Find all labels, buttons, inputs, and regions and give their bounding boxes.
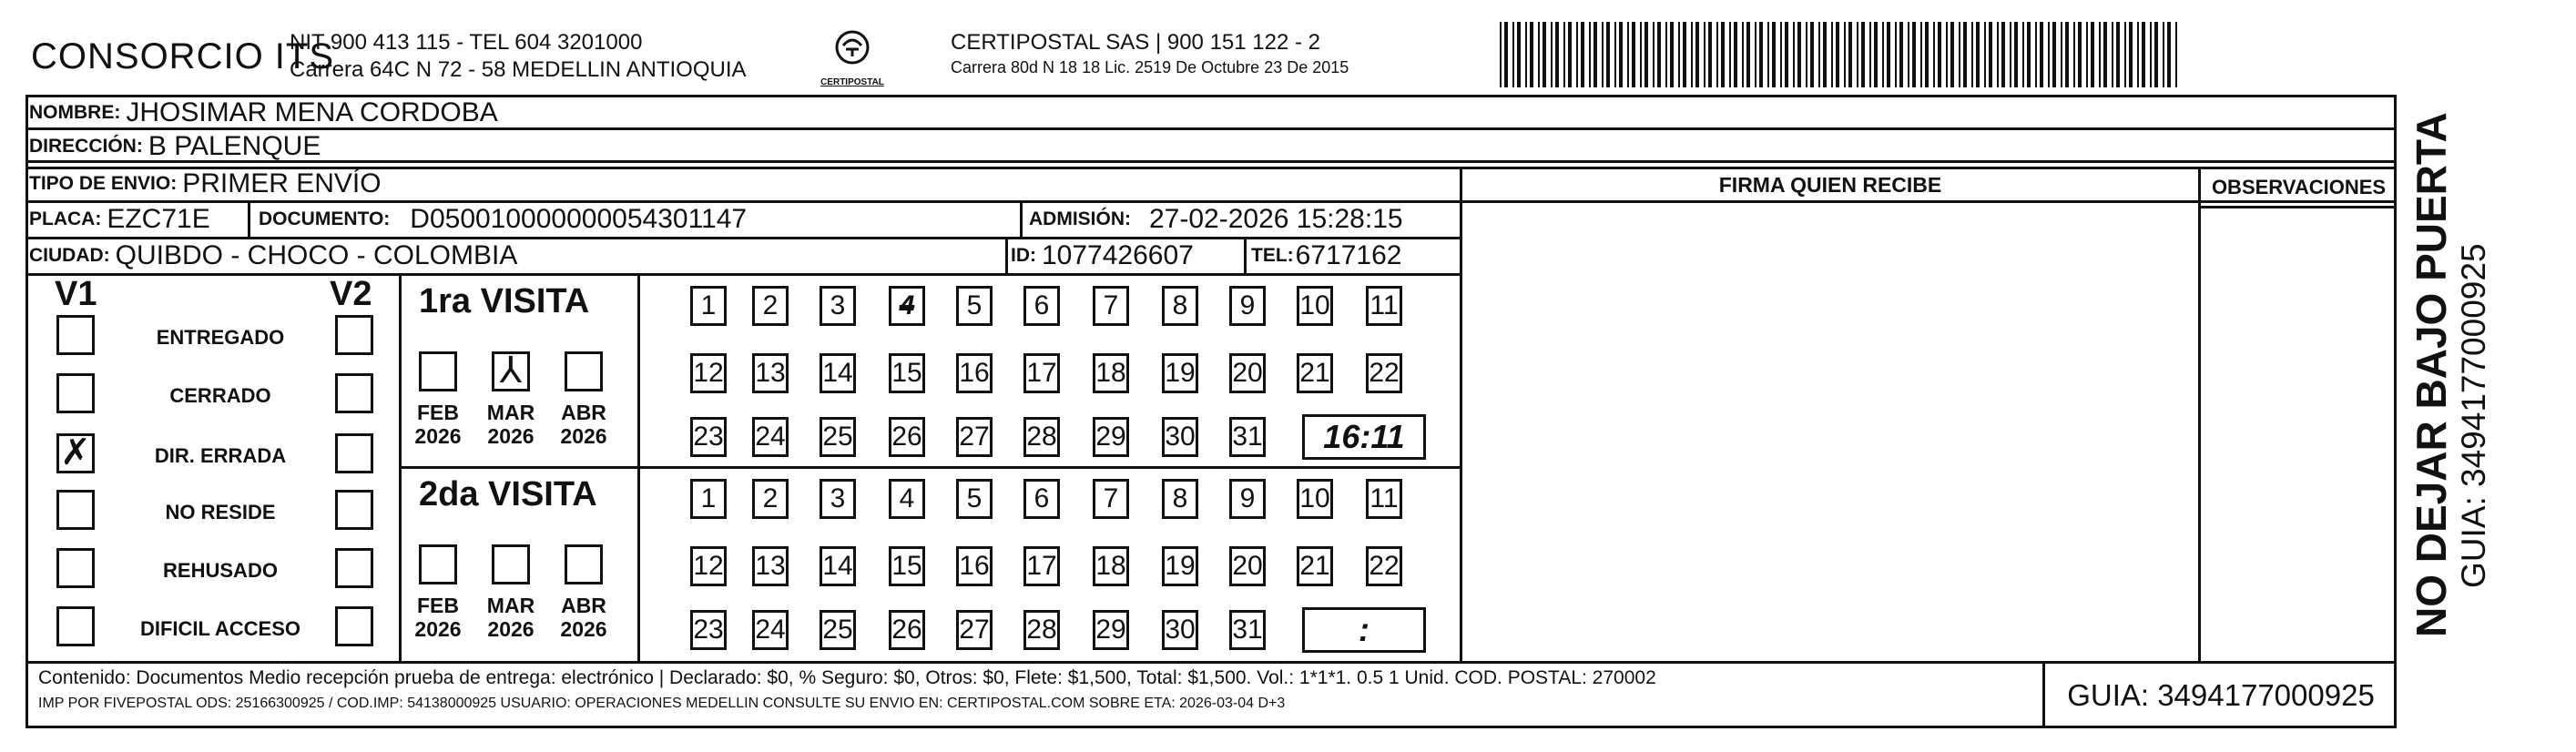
barcode-bar	[1861, 22, 1865, 87]
tipo-row	[29, 168, 382, 200]
day-box[interactable]: 13	[752, 546, 789, 586]
barcode-bar	[2154, 22, 2158, 87]
placa-row	[29, 202, 210, 237]
nombre-label: NOMBRE:	[29, 102, 121, 123]
admision-value: 27-02-2026 15:28:15	[1149, 204, 1403, 234]
day-box[interactable]: 17	[1023, 353, 1060, 393]
placa-value: EZC71E	[107, 204, 210, 234]
day-box[interactable]: 6	[1023, 479, 1060, 519]
footer-guia: GUIA: 3494177000925	[2067, 678, 2375, 712]
id-label: ID:	[1011, 245, 1036, 266]
barcode-bar	[1695, 22, 1699, 87]
barcode-bar	[1797, 22, 1801, 87]
barcode-bar	[1818, 22, 1820, 87]
barcode-bar	[2150, 22, 2152, 87]
barcode-bar	[1581, 22, 1584, 87]
day-box[interactable]: 7	[1093, 286, 1129, 326]
day-box[interactable]: 27	[956, 610, 993, 650]
day-box[interactable]: 2	[752, 479, 789, 519]
barcode-bar	[1746, 22, 1750, 87]
month-label	[402, 594, 474, 641]
month-year: 2026	[560, 617, 607, 641]
month-checkbox[interactable]	[419, 351, 457, 391]
month-label	[474, 594, 547, 641]
visit-time[interactable]: :	[1302, 607, 1426, 653]
month-label	[547, 594, 620, 641]
day-box[interactable]: 22	[1366, 546, 1402, 586]
barcode-bar	[1772, 22, 1776, 87]
barcode	[1498, 20, 2181, 89]
barcode-bar	[1563, 22, 1565, 87]
barcode-bar	[2112, 22, 2113, 87]
certipostal-logo-icon	[816, 27, 889, 73]
v2-checkbox[interactable]	[335, 433, 373, 473]
barcode-bar	[1806, 22, 1807, 87]
v2-checkbox[interactable]	[335, 373, 373, 413]
day-box[interactable]: 10	[1297, 286, 1333, 326]
barcode-bar	[1683, 22, 1686, 87]
v2-checkbox[interactable]	[335, 606, 373, 646]
day-box[interactable]: 5	[956, 286, 993, 326]
placa-label: PLACA:	[29, 208, 102, 229]
barcode-bar	[1665, 22, 1667, 87]
barcode-bar	[1984, 22, 1986, 87]
v1-checkbox[interactable]	[56, 548, 95, 588]
barcode-bar	[1543, 22, 1546, 87]
barcode-bar	[1691, 22, 1693, 87]
barcode-bar	[1593, 22, 1597, 87]
company-info	[290, 29, 747, 84]
barcode-bar	[1632, 22, 1635, 87]
month-year: 2026	[414, 424, 462, 448]
barcode-bar	[2086, 22, 2088, 87]
day-box[interactable]: 29	[1093, 610, 1129, 650]
id-value: 1077426607	[1042, 240, 1194, 270]
day-box[interactable]: 17	[1023, 546, 1060, 586]
day-box[interactable]: 3	[820, 286, 856, 326]
barcode-bar	[1644, 22, 1648, 87]
barcode-bar	[1767, 22, 1769, 87]
barcode-bar	[1708, 22, 1712, 87]
day-box[interactable]: 8	[1162, 286, 1198, 326]
courier-license: Carrera 80d N 18 18 Lic. 2519 De Octubre 23 De 2015	[951, 58, 1349, 76]
barcode-bar	[1759, 22, 1763, 87]
day-box[interactable]: 28	[1023, 417, 1060, 457]
barcode-graphic	[1498, 20, 2181, 89]
day-box[interactable]: 28	[1023, 610, 1060, 650]
barcode-bar	[2142, 22, 2145, 87]
day-box[interactable]: 7	[1093, 479, 1129, 519]
barcode-bar	[1716, 22, 1718, 87]
barcode-bar	[1500, 22, 1502, 87]
day-box[interactable]: 29	[1093, 417, 1129, 457]
barcode-bar	[2137, 22, 2139, 87]
tipo-label: TIPO DE ENVIO:	[29, 173, 178, 194]
barcode-bar	[1589, 22, 1591, 87]
tel-row	[1251, 239, 1401, 273]
day-box[interactable]: 3	[820, 479, 856, 519]
barcode-bar	[2027, 22, 2031, 87]
v1-checkbox[interactable]	[56, 490, 95, 530]
barcode-bar	[1653, 22, 1655, 87]
barcode-bar	[2061, 22, 2062, 87]
day-box[interactable]: 31	[1229, 610, 1266, 650]
barcode-bar	[2103, 22, 2107, 87]
barcode-bar	[1512, 22, 1514, 87]
day-box[interactable]: 21	[1297, 546, 1333, 586]
month-checkbox[interactable]	[492, 544, 530, 584]
day-box[interactable]: 15	[889, 353, 925, 393]
barcode-bar	[1946, 22, 1948, 87]
v2-checkbox[interactable]	[335, 548, 373, 588]
barcode-bar	[1678, 22, 1680, 87]
month-year: 2026	[414, 617, 462, 641]
barcode-bar	[2073, 22, 2075, 87]
barcode-bar	[2116, 22, 2120, 87]
barcode-bar	[2124, 22, 2126, 87]
v1-checkbox[interactable]: ✗	[56, 433, 95, 473]
barcode-bar	[1530, 22, 1533, 87]
day-box[interactable]: 30	[1162, 610, 1198, 650]
barcode-bar	[1640, 22, 1642, 87]
day-box[interactable]: 4	[889, 479, 925, 519]
day-box[interactable]: 26	[889, 610, 925, 650]
barcode-bar	[1887, 22, 1890, 87]
day-box[interactable]: 25	[820, 610, 856, 650]
documento-row	[259, 202, 747, 237]
barcode-bar	[1729, 22, 1731, 87]
barcode-bar	[1997, 22, 1999, 87]
documento-value: D050010000000054301147	[410, 204, 748, 234]
day-box[interactable]: 15	[889, 546, 925, 586]
direccion-row	[29, 131, 321, 162]
month-label	[474, 401, 547, 448]
barcode-bar	[1619, 22, 1623, 87]
barcode-bar	[2035, 22, 2037, 87]
documento-label: DOCUMENTO:	[259, 208, 391, 229]
barcode-bar	[2175, 22, 2177, 87]
side-guia: GUIA: 3494177000925	[2455, 243, 2492, 588]
day-box[interactable]: 30	[1162, 417, 1198, 457]
ciudad-row	[29, 239, 517, 273]
day-box[interactable]: 6	[1023, 286, 1060, 326]
v1-label: V1	[55, 275, 97, 313]
day-box[interactable]: 9	[1229, 286, 1266, 326]
visit-title: 2da VISITA	[419, 475, 597, 513]
barcode-bar	[1721, 22, 1725, 87]
day-box[interactable]: 20	[1229, 546, 1266, 586]
barcode-bar	[1614, 22, 1616, 87]
barcode-bar	[1517, 22, 1521, 87]
ciudad-value: QUIBDO - CHOCO - COLOMBIA	[115, 240, 518, 270]
status-label: NO RESIDE	[165, 501, 276, 523]
visit-time[interactable]: 16:11	[1302, 414, 1426, 460]
barcode-bar	[2167, 22, 2171, 87]
day-box[interactable]: 24	[752, 610, 789, 650]
month-year: 2026	[487, 617, 535, 641]
day-box[interactable]: 2	[752, 286, 789, 326]
barcode-bar	[1602, 22, 1604, 87]
barcode-bar	[1504, 22, 1508, 87]
status-label: DIR. ERRADA	[154, 444, 287, 467]
month-label	[402, 401, 474, 448]
status-label: ENTREGADO	[156, 326, 285, 349]
day-box[interactable]: 19	[1162, 546, 1198, 586]
footer-contenido: Contenido: Documentos Medio recepción prueba de entrega: electrónico | Declarado: $0, % Seguro: $0, Otros: $0, Flete: $1,500, Total: $1,500. Vol.: 1*1*1. 0.5 1 Unid. COD. POSTAL: 270002	[38, 667, 1656, 688]
admision-row	[1029, 202, 1403, 237]
tel-label: TEL:	[1251, 245, 1294, 266]
barcode-bar	[2014, 22, 2018, 87]
certipostal-logo	[816, 27, 889, 87]
barcode-bar	[1899, 22, 1903, 87]
visit-title: 1ra VISITA	[419, 282, 590, 320]
month-checkbox[interactable]	[565, 544, 603, 584]
barcode-bar	[1551, 22, 1553, 87]
day-box[interactable]: 18	[1093, 353, 1129, 393]
day-box[interactable]: 16	[956, 353, 993, 393]
barcode-bar	[2001, 22, 2005, 87]
barcode-bar	[2052, 22, 2056, 87]
v1-checkbox[interactable]	[56, 606, 95, 646]
status-label: DIFICIL ACCESO	[139, 617, 300, 640]
barcode-bar	[1538, 22, 1540, 87]
month-checkbox[interactable]: ⅄	[492, 351, 530, 391]
v1-checkbox[interactable]	[56, 315, 95, 355]
v1-checkbox[interactable]	[56, 373, 95, 413]
barcode-bar	[1925, 22, 1929, 87]
barcode-bar	[1742, 22, 1744, 87]
barcode-bar	[1844, 22, 1846, 87]
month-checkbox[interactable]	[565, 351, 603, 391]
barcode-bar	[1785, 22, 1788, 87]
day-box[interactable]: 27	[956, 417, 993, 457]
day-box[interactable]: 11	[1366, 286, 1402, 326]
day-box[interactable]: 1	[690, 479, 727, 519]
status-label: CERRADO	[169, 384, 271, 407]
day-box[interactable]: 26	[889, 417, 925, 457]
day-box[interactable]: 10	[1297, 479, 1333, 519]
barcode-bar	[1657, 22, 1661, 87]
id-row	[1011, 239, 1194, 273]
barcode-bar	[1933, 22, 1935, 87]
barcode-bar	[1912, 22, 1916, 87]
barcode-bar	[1895, 22, 1897, 87]
day-box[interactable]: 5	[956, 479, 993, 519]
barcode-bar	[1959, 22, 1960, 87]
barcode-bar	[1989, 22, 1992, 87]
day-box[interactable]: 22	[1366, 353, 1402, 393]
day-box[interactable]: 14	[820, 546, 856, 586]
day-box[interactable]: 9	[1229, 479, 1266, 519]
barcode-bar	[2099, 22, 2101, 87]
nombre-row	[29, 97, 498, 129]
barcode-bar	[2010, 22, 2011, 87]
month-name: ABR	[561, 594, 606, 617]
barcode-bar	[1627, 22, 1629, 87]
day-box[interactable]: 31	[1229, 417, 1266, 457]
tipo-value: PRIMER ENVÍO	[182, 168, 382, 198]
barcode-bar	[1606, 22, 1610, 87]
direccion-label: DIRECCIÓN:	[29, 136, 143, 157]
barcode-bar	[2163, 22, 2164, 87]
day-box[interactable]: 25	[820, 417, 856, 457]
barcode-bar	[1810, 22, 1814, 87]
v2-label: V2	[330, 275, 372, 313]
courier-name: CERTIPOSTAL SAS | 900 151 122 - 2	[951, 30, 1320, 55]
admision-label: ADMISIÓN:	[1029, 208, 1131, 229]
barcode-bar	[1857, 22, 1858, 87]
barcode-bar	[1836, 22, 1839, 87]
month-name: MAR	[486, 594, 535, 617]
barcode-bar	[1971, 22, 1973, 87]
direccion-value: B PALENQUE	[148, 131, 321, 161]
day-box[interactable]: 14	[820, 353, 856, 393]
day-box[interactable]: 16	[956, 546, 993, 586]
barcode-bar	[1793, 22, 1795, 87]
month-name: ABR	[561, 401, 606, 424]
observaciones-header: OBSERVACIONES	[2211, 176, 2387, 198]
barcode-bar	[1950, 22, 1954, 87]
footer-imp: IMP POR FIVEPOSTAL ODS: 25166300925 / COD.IMP: 54138000925 USUARIO: OPERACIONES MEDELLIN CONSULTE SU ENVIO EN: CERTIPOSTAL.COM SOBRE ETA: 2026-03-04 D+3	[38, 696, 1286, 711]
barcode-bar	[2129, 22, 2133, 87]
month-name: FEB	[417, 401, 459, 424]
barcode-bar	[1525, 22, 1527, 87]
day-box[interactable]: 21	[1297, 353, 1333, 393]
barcode-bar	[1734, 22, 1737, 87]
company-nit: NIT 900 413 115 - TEL 604 3201000	[290, 30, 643, 55]
day-box[interactable]: 23	[690, 610, 727, 650]
day-box[interactable]: 23	[690, 417, 727, 457]
day-box[interactable]: 13	[752, 353, 789, 393]
day-box[interactable]: 12	[690, 546, 727, 586]
barcode-bar	[1848, 22, 1852, 87]
day-box[interactable]: 1	[690, 286, 727, 326]
barcode-bar	[1882, 22, 1884, 87]
barcode-bar	[1568, 22, 1572, 87]
day-box[interactable]: 24	[752, 417, 789, 457]
day-box[interactable]: 4	[889, 286, 925, 326]
v2-checkbox[interactable]	[335, 315, 373, 355]
company-name: CONSORCIO ITS	[31, 36, 335, 76]
day-box[interactable]: 19	[1162, 353, 1198, 393]
month-year: 2026	[487, 424, 535, 448]
nombre-value: JHOSIMAR MENA CORDOBA	[126, 97, 498, 127]
v2-checkbox[interactable]	[335, 490, 373, 530]
side-warning: NO DEJAR BAJO PUERTA	[2408, 112, 2455, 637]
barcode-bar	[1576, 22, 1578, 87]
barcode-bar	[2091, 22, 2094, 87]
ciudad-label: CIUDAD:	[29, 245, 110, 266]
month-checkbox[interactable]	[419, 544, 457, 584]
barcode-bar	[2078, 22, 2082, 87]
barcode-bar	[2022, 22, 2024, 87]
barcode-bar	[1555, 22, 1559, 87]
month-name: FEB	[417, 594, 459, 617]
day-box[interactable]: 11	[1366, 479, 1402, 519]
barcode-bar	[2048, 22, 2050, 87]
barcode-bar	[1670, 22, 1674, 87]
barcode-bar	[1976, 22, 1980, 87]
barcode-bar	[1874, 22, 1878, 87]
month-year: 2026	[560, 424, 607, 448]
month-label	[547, 401, 620, 448]
barcode-bar	[1963, 22, 1967, 87]
barcode-bar	[1938, 22, 1941, 87]
status-label: REHUSADO	[163, 559, 278, 582]
barcode-bar	[1780, 22, 1782, 87]
barcode-bar	[1869, 22, 1871, 87]
day-box[interactable]: 8	[1162, 479, 1198, 519]
logo-text: CERTIPOSTAL	[820, 77, 884, 87]
tel-value: 6717162	[1295, 240, 1402, 270]
day-box[interactable]: 20	[1229, 353, 1266, 393]
barcode-bar	[1908, 22, 1909, 87]
barcode-bar	[1831, 22, 1833, 87]
barcode-bar	[1755, 22, 1756, 87]
barcode-bar	[1920, 22, 1922, 87]
courier-info	[951, 29, 1349, 78]
company-address: Carrera 64C N 72 - 58 MEDELLIN ANTIOQUIA	[290, 57, 747, 82]
day-box[interactable]: 18	[1093, 546, 1129, 586]
barcode-bar	[1704, 22, 1705, 87]
barcode-bar	[2040, 22, 2043, 87]
side-panel	[2408, 73, 2494, 637]
month-name: MAR	[486, 401, 535, 424]
barcode-bar	[2065, 22, 2069, 87]
firma-header: FIRMA QUIEN RECIBE	[1718, 173, 1942, 197]
day-box[interactable]: 12	[690, 353, 727, 393]
barcode-bar	[1823, 22, 1827, 87]
